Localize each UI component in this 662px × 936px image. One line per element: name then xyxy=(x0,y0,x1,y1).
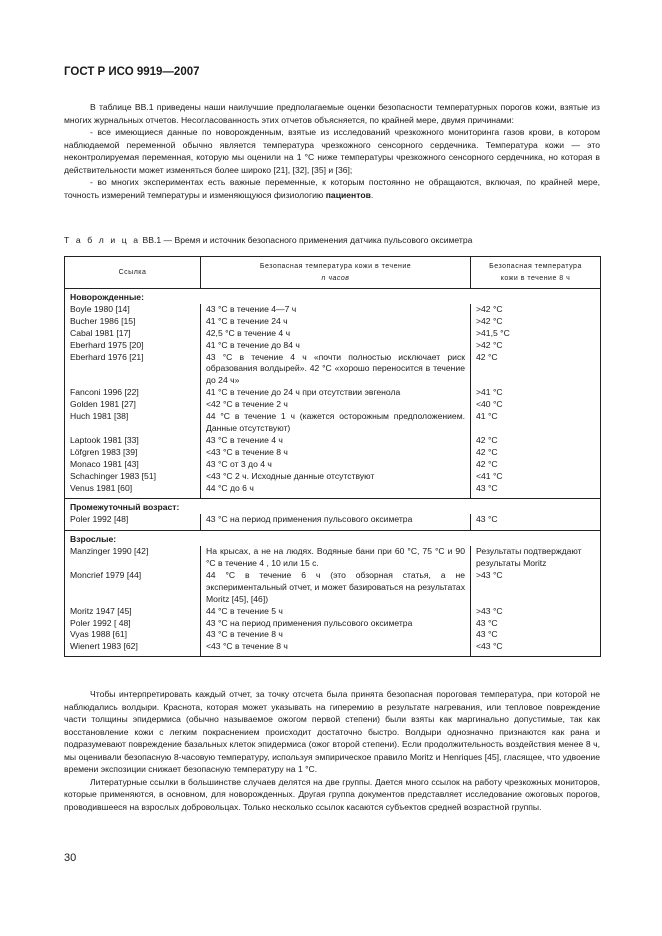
intro-bullet-2 xyxy=(64,176,600,201)
table-row: Monaco 1981 [43] 43 °С от 3 до 4 ч 42 °С xyxy=(65,459,601,471)
table-row: Moncrief 1979 [44] 44 °С в течение 6 ч (это обзорная статья, а не экспериментальный отчет, и может базироваться на результатах Moritz [45], [46]) >43 °С xyxy=(65,570,601,606)
table-row: Poler 1992 [ 48] 43 °С на период применения пульсового оксиметра 43 °С xyxy=(65,618,601,630)
document-header: ГОСТ Р ИСО 9919—2007 xyxy=(64,66,200,78)
table-row: Eberhard 1975 [20] 41 °С в течение до 84 ч >42 °С xyxy=(65,340,601,352)
intro-tail: . xyxy=(370,189,374,200)
group-title-row xyxy=(65,499,601,514)
table-row: Bucher 1986 [15] 41 °С в течение 24 ч >42 °С xyxy=(65,316,601,328)
table-row: Fanconi 1996 [22] 41 °С в течение до 24 ч при отсутствии эвгенола >41 °С xyxy=(65,387,601,399)
intro-bullet-2-text: - во многих экспериментах есть важные переменные, к которым постоянно не обращаются, включая, по крайней мере, точность измерений температуры и изменяющуюся физиологию xyxy=(64,177,600,200)
group-title: Новорожденные: xyxy=(65,289,601,304)
header-time: Безопасная температура кожи в течение n часов xyxy=(201,257,471,289)
outro-paragraph: Чтобы интерпретировать каждый отчет, за точку отсчета была принята безопасная пороговая температура, при которой не наблюдались волдыри. Краснота, которая может указывать на гиперемию в результате нагревания, или тепловое повреждение части толщины эпидермиса (обычно называемое ожогом первой степени) были взяты как маргинально допустимые, так как восстановление кожи с легким покраснением происходит достаточно быстро. Волдыри однозначно признаются как рана и подразумевают повреждение базальных клеток эпидермиса (ожог второй степени). Если продолжительность воздействия менее 8 ч, мы оценивали безопасную 8-часовую температуру, используя эмпирическое правило Moritz и Henriques [45], гласящее, что удвоение времени экспозиции снижает безопасную температуру на 1 °С. xyxy=(64,689,600,774)
table-row: Huch 1981 [38] 44 °С в течение 1 ч (кажется осторожным предположением. Данные отсутствуют) 41 °С xyxy=(65,411,601,435)
group-title-row xyxy=(65,289,601,304)
table-row: Löfgren 1983 [39] <43 °С в течение 8 ч 42 °С xyxy=(65,447,601,459)
table-row: Manzinger 1990 [42] На крысах, а не на людях. Водяные бани при 60 °С, 75 °С и 90 °С в течение 4 , 10 или 15 с. Результаты подтверждают результаты Moritz xyxy=(65,546,601,570)
table-row: Wienert 1983 [62] <43 °С в течение 8 ч <43 °С xyxy=(65,641,601,656)
table-caption-text: ВВ.1 — Время и источник безопасного применения датчика пульсового оксиметра xyxy=(140,235,473,245)
header-safe: Безопасная температура кожи в течение 8 ч xyxy=(471,257,601,289)
table-header-row xyxy=(65,257,601,289)
outro-paragraph: Литературные ссылки в большинстве случаев делятся на две группы. Дается много ссылок на работу чрезкожных мониторов, которые применяются, в основном, для новорожденных. Другая группа документов представляет исследование ожоговых порогов, проводившееся на взрослых добровольцах. Только несколько ссылок касаются субъектов средней возрастной группы. xyxy=(64,776,600,812)
intro-bold-word: пациентов xyxy=(325,189,371,200)
header-ref: Ссылка xyxy=(65,257,201,289)
intro-section xyxy=(64,101,600,201)
table-row: Schachinger 1983 [51] <43 °С 2 ч. Исходные данные отсутствуют <41 °С xyxy=(65,471,601,483)
group-title-row xyxy=(65,531,601,546)
page-number: 30 xyxy=(64,852,77,864)
safety-table xyxy=(64,256,601,657)
group-title: Промежуточный возраст: xyxy=(65,499,601,514)
intro-paragraph: В таблице ВВ.1 приведены наши наилучшие предполагаемые оценки безопасности температурных порогов кожи, взятые из многих журнальных отчетов. Несогласованность этих отчетов объясняется, по крайней мере, двумя причинами: xyxy=(64,102,600,125)
outro-section xyxy=(64,688,600,813)
group-title: Взрослые: xyxy=(65,531,601,546)
table-row: Golden 1981 [27] <42 °С в течение 2 ч <40 °С xyxy=(65,399,601,411)
table-row: Poler 1992 [48] 43 °С на период применения пульсового оксиметра 43 °С xyxy=(65,514,601,530)
table-row: Eberhard 1976 [21] 43 °С в течение 4 ч «почти полностью исключает риск образования волдырей». 42 °С «хорошо переносится в течение до 24 ч» 42 °С xyxy=(65,352,601,388)
table-caption-prefix: Т а б л и ц а xyxy=(64,235,141,245)
table-row: Vyas 1988 [61] 43 °С в течение 8 ч 43 °С xyxy=(65,629,601,641)
table-row: Venus 1981 [60] 44 °С до 6 ч 43 °С xyxy=(65,483,601,499)
table-row: Boyle 1980 [14] 43 °С в течение 4—7 ч >42 °С xyxy=(65,304,601,316)
table-caption xyxy=(64,235,472,245)
table-row: Cabal 1981 [17] 42,5 °С в течение 4 ч >41,5 °С xyxy=(65,328,601,340)
table-row: Moritz 1947 [45] 44 °С в течение 5 ч >43 °С xyxy=(65,606,601,618)
table-row: Laptook 1981 [33] 43 °С в течение 4 ч 42 °С xyxy=(65,435,601,447)
intro-bullet-1: - все имеющиеся данные по новорожденным, взятые из исследований чрезкожного мониторинга газов крови, в котором наблюдаемой переменной обычно является температура чрезкожного сенсорного сердечника. Температура кожи — это неконтролируемая переменная, которую мы оценили на 1 °С ниже температуры чрезкожного сенсорного сердечника, но которая в действительности может изменяться более широко [21], [32], [35] и [36]; xyxy=(64,127,600,175)
